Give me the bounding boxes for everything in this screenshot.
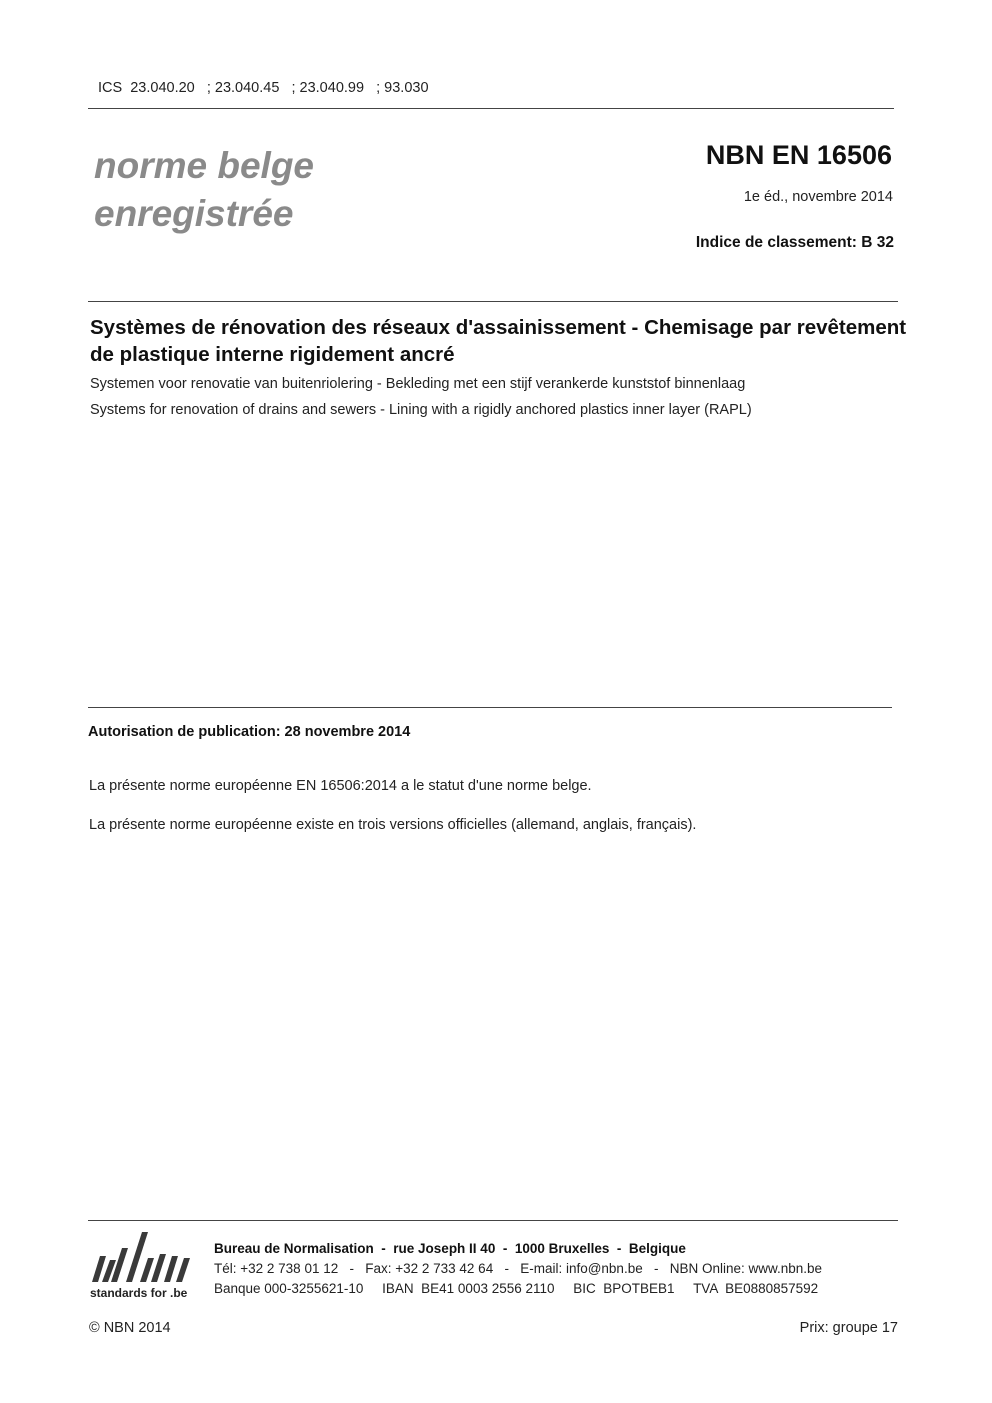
footer-address: Bureau de Normalisation - rue Joseph II 40 - 1000 Bruxelles - Belgique <box>214 1241 686 1256</box>
title-top-divider <box>88 301 898 302</box>
status-paragraph: La présente norme européenne EN 16506:2014 a le statut d'une norme belge. <box>89 778 592 794</box>
publication-divider <box>88 707 892 708</box>
footer-contact: Tél: +32 2 738 01 12 - Fax: +32 2 733 42 64 - E-mail: info@nbn.be - NBN Online: www.nbn.be <box>214 1261 823 1276</box>
versions-paragraph: La présente norme européenne existe en trois versions officielles (allemand, anglais, français). <box>89 817 697 833</box>
header-divider <box>88 108 894 109</box>
ics-codes: ICS 23.040.20 ; 23.040.45 ; 23.040.99 ; 93.030 <box>98 80 429 96</box>
footer-bank: Banque 000-3255621-10 IBAN BE41 0003 2556 2110 BIC BPOTBEB1 TVA BE0880857592 <box>214 1281 819 1296</box>
standard-number: NBN EN 16506 <box>705 140 892 170</box>
edition-date: 1e éd., novembre 2014 <box>743 189 893 205</box>
brand-title <box>94 142 314 238</box>
brand-line-2: enregistrée <box>94 193 294 234</box>
nbn-logo <box>86 1228 206 1306</box>
footer-divider <box>88 1220 898 1221</box>
title-dutch: Systemen voor renovatie van buitenriolering - Bekleding met een stijf verankerde kunststof binnenlaag <box>90 376 746 392</box>
title-english: Systems for renovation of drains and sewers - Lining with a rigidly anchored plastics inner layer (RAPL) <box>90 402 752 418</box>
copyright: © NBN 2014 <box>89 1320 171 1336</box>
nbn-logo-icon <box>86 1228 196 1286</box>
brand-line-1: norme belge <box>94 145 314 186</box>
publication-authorization: Autorisation de publication: 28 novembre 2014 <box>88 724 411 740</box>
price-group: Prix: groupe 17 <box>799 1320 898 1336</box>
logo-caption: standards for .be <box>90 1286 188 1300</box>
title-french: Systèmes de rénovation des réseaux d'assainissement - Chemisage par revêtement de plastique interne rigidement ancré <box>90 316 907 366</box>
classification-index: Indice de classement: B 32 <box>695 234 894 251</box>
